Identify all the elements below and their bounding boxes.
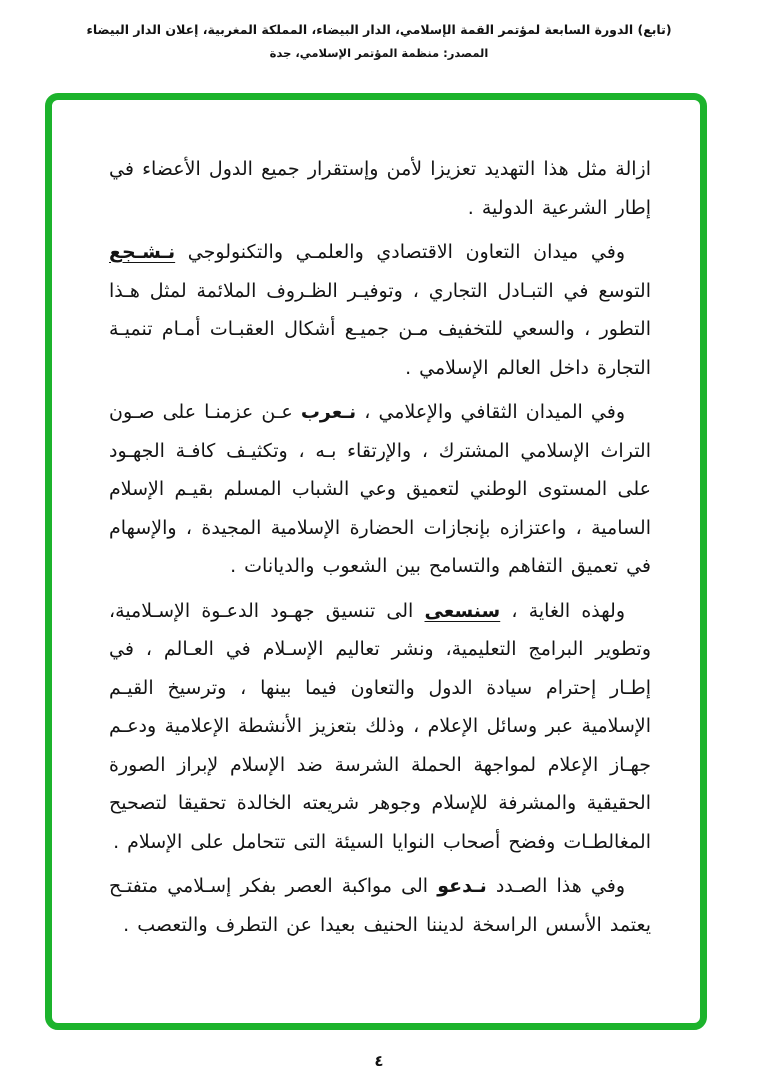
paragraph <box>109 233 651 387</box>
text-run: عـن عزمنـا على صـون التراث الإسلامي المشترك ، والإرتقاء بـه ، وتكثيـف كافـة الجهـود على المستوى الوطني لتعميق وعي الشباب المسلم بقيـم الإسلام السامية ، واعتزازه بإنجازات الحضارة الإسلامية المجيدة ، والإسهام في تعميق التفاهم والتسامح بين الشعوب والديانات . <box>109 401 651 577</box>
text-run: وفي ميدان التعاون الاقتصادي والعلمـي والتكنولوجي <box>175 241 625 263</box>
paragraph <box>109 150 651 227</box>
header-source: المصدر: منظمة المؤتمر الإسلامي، جدة <box>269 46 489 60</box>
page-header <box>0 22 758 60</box>
text-run: ولهذه الغاية ، <box>500 599 625 622</box>
text-run: ازالة مثل هذا التهديد تعزيزا لأمن وإستقرار جميع الدول الأعضاء في إطار الشرعية الدولية . <box>109 158 651 219</box>
text-run: وفي هذا الصـدد <box>486 875 626 897</box>
emphasized-text-run: نـشـجع <box>109 241 176 263</box>
emphasized-text-run: نـدعو <box>437 875 487 897</box>
text-run: وفي الميدان الثقافي والإعلامي ، <box>356 401 625 423</box>
paragraph <box>109 393 651 586</box>
paragraph <box>109 867 651 944</box>
paragraph <box>109 592 651 862</box>
emphasized-text-run: سنسعى <box>424 599 501 622</box>
text-run: التوسع في التبـادل التجاري ، وتوفيـر الظـروف الملائمة لمثل هـذا التطور ، والسعي للتخفيف مـن جميـع أشكال العقبـات أمـام تنميـة التجارة داخل العالم الإسلامي . <box>109 279 651 379</box>
text-run: الى مواكبة العصر بفكر إسـلامي متفتـح يعتمد الأسس الراسخة لديننا الحنيف بعيدا عن التطرف والتعصب . <box>109 875 651 936</box>
document-body <box>45 100 707 1023</box>
page-number: ٤ <box>374 1052 384 1070</box>
emphasized-text-run: نـعرب <box>300 401 357 423</box>
text-run: الى تنسيق جهـود الدعـوة الإسـلامية، وتطوير البرامج التعليمية، ونشر تعاليم الإسـلام في العـالم ، في إطـار إحترام سيادة الدول والتعاون فيما بينها ، وترسيخ القيـم الإسلامية عبر وسائل الإعلام ، وذلك بتعزيز الأنشطة الإعلامية ودعـم جهـاز الإعلام لمواجهة الحملة الشرسة ضد الإسلام لإبراز الصورة الحقيقية والمشرفة للإسلام وجوهر شريعته الخالدة تحقيقا لتصحيح المغالطـات وفضح أصحاب النوايا السيئة التى تتحامل على الإسلام . <box>109 599 651 853</box>
header-title: (تابع) الدورة السابعة لمؤتمر القمة الإسلامي، الدار البيضاء، المملكة المغربية، إعلان الدار البيضاء <box>86 22 672 37</box>
